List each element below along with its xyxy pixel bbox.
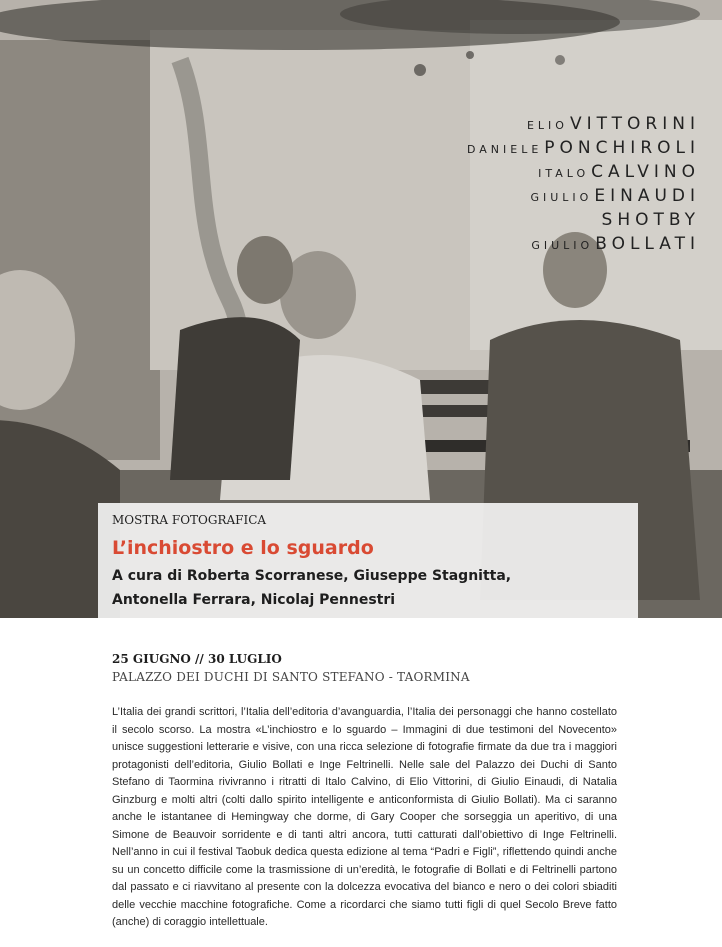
- last-name: VITTORINI: [569, 114, 700, 134]
- credits-names: [467, 112, 700, 256]
- first-name: GIULIO: [530, 191, 593, 204]
- caption-box: [98, 503, 638, 618]
- first-name: GIULIO: [531, 239, 594, 252]
- last-name: EINAUDI: [594, 186, 700, 206]
- name-line: [467, 112, 700, 136]
- last-name: BOLLATI: [595, 234, 700, 254]
- curators-line-1: A cura di Roberta Scorranese, Giuseppe Stagnitta,: [112, 568, 512, 584]
- last-name: CALVINO: [591, 162, 700, 182]
- article-body: L’Italia dei grandi scrittori, l’Italia dell’editoria d’avanguardia, l’Italia dei personaggi che hanno costellato il secolo scorso. La mostra «L’inchiostro e lo sguardo – Immagini di due testimoni del Novecento» unisce suggestioni letterarie e visive, con una ricca selezione di fotografie firmate da due tra i maggiori protagonisti dell’editoria, Giulio Bollati e Inge Feltrinelli. Nelle sale del Palazzo dei Duchi di Santo Stefano di Taormina rivivranno i ritratti di Italo Calvino, di Elio Vittorini, di Giulio Einaudi, di Natalia Ginzburg e molti altri (colti dallo spirito intelligente e anticonformista di Giulio Bollati). Ma ci saranno anche le istantanee di Hemingway che dorme, di Gary Cooper che sorseggia un aperitivo, di una Simone de Beauvoir sorridente e di tanti altri ancora, tutti catturati dall’obiettivo di Inge Feltrinelli. Nell’anno in cui il festival Taobuk dedica questa edizione al tema “Padri e Figli”, riflettendo quindi anche su un concetto difficile come la trasmissione di un’eredità, le fotografie di Bollati e di Feltrinelli partono dal passato e ci riavvitano al presente con la dolcezza evocativa del bianco e nero o dei colori sbiaditi delle vecchie macchine fotografiche. Come a ricordarci che siamo tutti figli di quel Secolo Breve fatto (anche) di coraggio intellettuale.: [112, 706, 617, 928]
- name-line: [467, 136, 700, 160]
- shot-by-label: SHOTBY: [601, 210, 700, 230]
- name-line: [467, 184, 700, 208]
- first-name: ITALO: [538, 167, 590, 180]
- name-line: [467, 208, 700, 232]
- name-line: [467, 160, 700, 184]
- curators-line-2: Antonella Ferrara, Nicolaj Pennestri: [112, 592, 396, 608]
- first-name: ELIO: [526, 119, 568, 132]
- event-venue: PALAZZO DEI DUCHI DI SANTO STEFANO - TAORMINA: [112, 670, 470, 684]
- first-name: DANIELE: [466, 143, 543, 156]
- last-name: PONCHIROLI: [544, 138, 700, 158]
- event-dates: 25 GIUGNO // 30 LUGLIO: [112, 652, 282, 666]
- exhibition-type-label: MOSTRA FOTOGRAFICA: [112, 513, 267, 527]
- name-line: [467, 232, 700, 256]
- exhibition-title: L’inchiostro e lo sguardo: [112, 537, 374, 559]
